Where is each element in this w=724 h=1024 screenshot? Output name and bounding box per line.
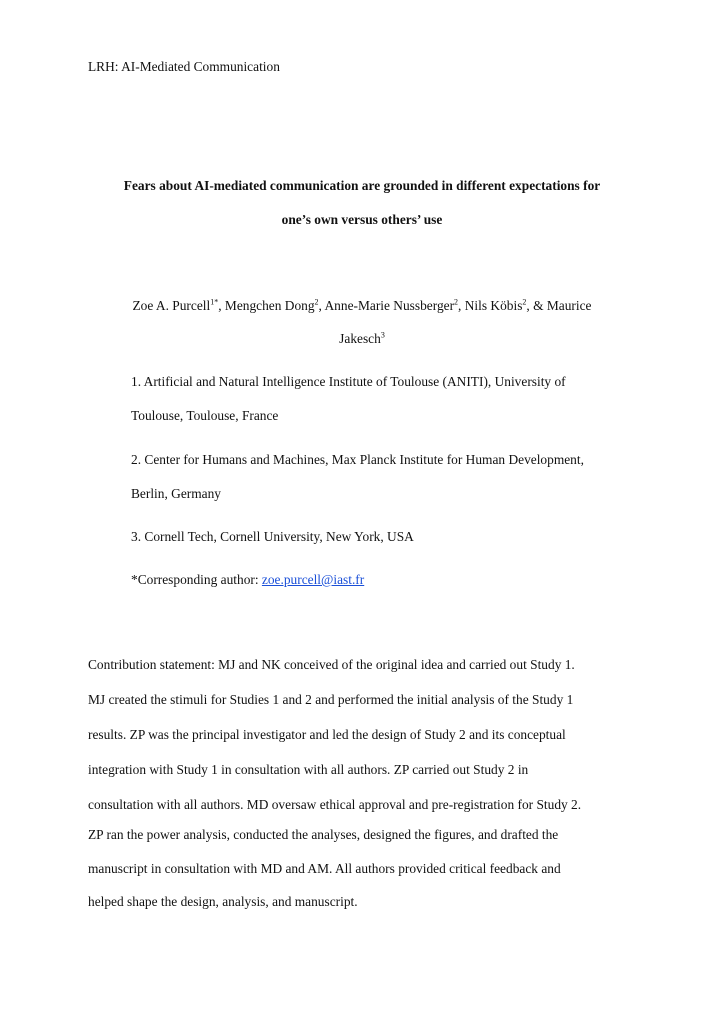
running-head: LRH: AI-Mediated Communication <box>88 59 280 74</box>
author-list-line-1 <box>0 298 724 314</box>
contribution-line: results. ZP was the principal investigator and led the design of Study 2 and its conceptual <box>88 727 566 742</box>
author-affiliation-marker: 2 <box>454 297 459 307</box>
contribution-line: Contribution statement: MJ and NK conceived of the original idea and carried out Study 1. <box>88 657 575 672</box>
paper-title-line-1: Fears about AI-mediated communication are grounded in different expectations for <box>123 178 601 193</box>
author-affiliation-marker: 3 <box>380 330 385 340</box>
affiliation-1-line-2: Toulouse, Toulouse, France <box>131 408 279 423</box>
author-name: Mengchen Dong <box>224 298 315 313</box>
corresponding-author-label: *Corresponding author: <box>131 572 262 587</box>
contribution-line: integration with Study 1 in consultation with all authors. ZP carried out Study 2 in <box>88 762 529 777</box>
affiliation-2-line-2: Berlin, Germany <box>131 486 221 501</box>
contribution-line: ZP ran the power analysis, conducted the analyses, designed the figures, and drafted the <box>88 827 559 842</box>
author-name: Zoe A. Purcell <box>132 298 211 313</box>
author-separator: , <box>458 298 465 313</box>
author-separator: , & <box>526 298 547 313</box>
author-affiliation-marker: 2 <box>314 297 319 307</box>
author-name-part: Jakesch <box>339 331 381 346</box>
contribution-line: MJ created the stimuli for Studies 1 and 2 and performed the initial analysis of the Study 1 <box>88 692 574 707</box>
author-affiliation-marker: 1* <box>210 297 219 307</box>
author-separator: , <box>318 298 325 313</box>
author-name: Anne-Marie Nussberger <box>324 298 455 313</box>
corresponding-email-link[interactable]: zoe.purcell@iast.fr <box>261 572 365 587</box>
affiliation-2-line-1: 2. Center for Humans and Machines, Max Planck Institute for Human Development, <box>131 452 584 467</box>
affiliation-3: 3. Cornell Tech, Cornell University, New York, USA <box>131 529 414 544</box>
corresponding-author <box>131 572 364 588</box>
paper-title-line-2: one’s own versus others’ use <box>281 212 443 227</box>
author-name-part: Maurice <box>546 298 592 313</box>
contribution-line: manuscript in consultation with MD and AM. All authors provided critical feedback and <box>88 861 561 876</box>
author-name: Nils Köbis <box>464 298 523 313</box>
author-list-line-2 <box>0 331 724 347</box>
author-affiliation-marker: 2 <box>522 297 527 307</box>
contribution-line: helped shape the design, analysis, and manuscript. <box>88 894 358 909</box>
contribution-line: consultation with all authors. MD oversaw ethical approval and pre-registration for Study 2. <box>88 797 582 812</box>
author-separator: , <box>218 298 225 313</box>
affiliation-1-line-1: 1. Artificial and Natural Intelligence Institute of Toulouse (ANITI), University of <box>131 374 566 389</box>
